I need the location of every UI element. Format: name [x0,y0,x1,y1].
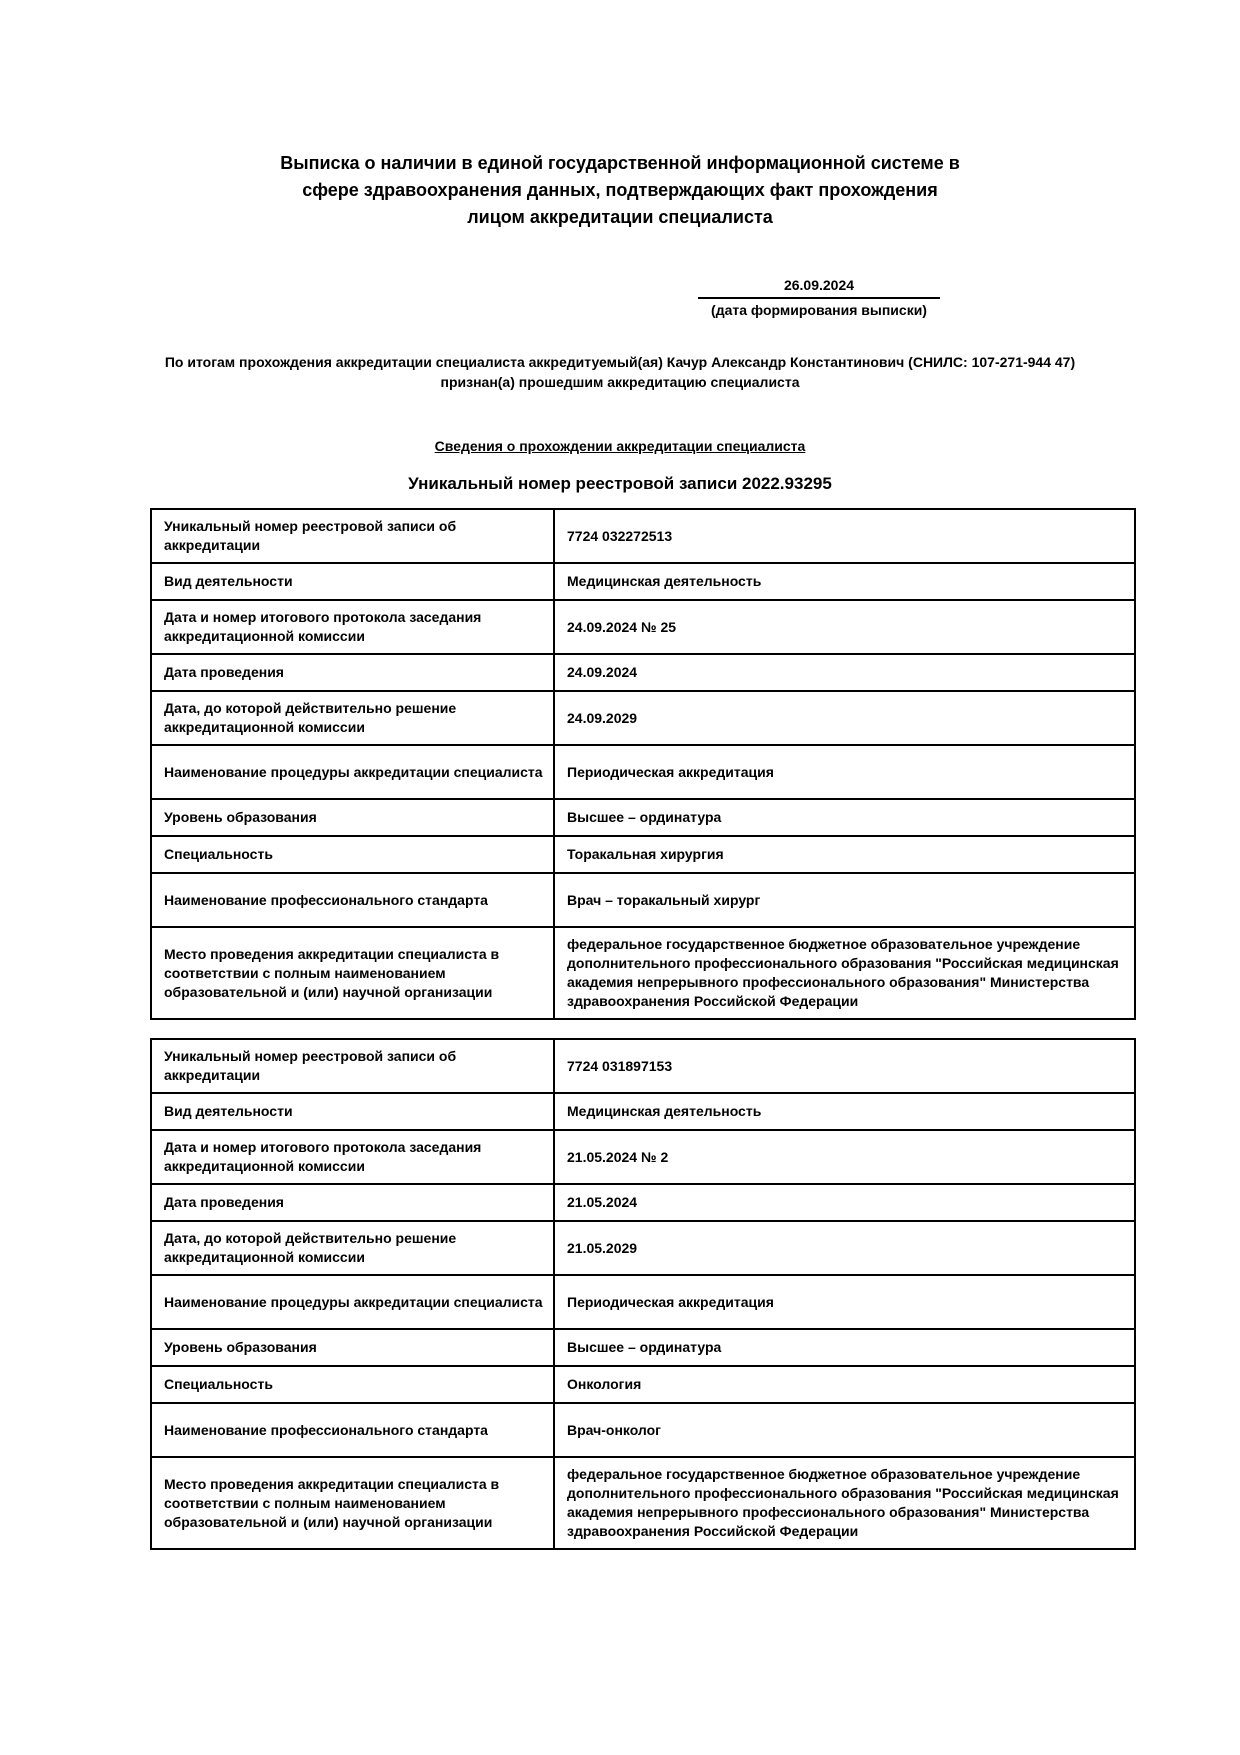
extract-date-caption: (дата формирования выписки) [711,302,927,318]
table-row [151,1275,1135,1329]
row-label: Наименование профессионального стандарта [151,1403,554,1457]
table-row [151,799,1135,836]
row-label: Дата и номер итогового протокола заседания аккредитационной комиссии [151,1130,554,1184]
extract-date-block [698,275,940,320]
table-row [151,691,1135,745]
table-row [151,873,1135,927]
row-value: 7724 031897153 [554,1039,1135,1093]
table-row [151,1457,1135,1549]
table-row [151,1366,1135,1403]
document-title: Выписка о наличии в единой государственной информационной системе в сфере здравоохранения данных, подтверждающих факт прохождения лицом аккредитации специалиста [280,153,960,227]
row-value: Медицинская деятельность [554,563,1135,600]
row-label: Место проведения аккредитации специалиста в соответствии с полным наименованием образовательной и (или) научной организации [151,927,554,1019]
row-value: Врач-онколог [554,1403,1135,1457]
table-row [151,927,1135,1019]
row-label: Дата проведения [151,654,554,691]
table-row [151,1403,1135,1457]
table-row [151,509,1135,563]
row-value: Торакальная хирургия [554,836,1135,873]
accreditation-table-1 [150,508,1136,1020]
row-value: 21.05.2029 [554,1221,1135,1275]
table-row [151,745,1135,799]
table-row [151,1039,1135,1093]
row-value: 21.05.2024 [554,1184,1135,1221]
row-value: федеральное государственное бюджетное образовательное учреждение дополнительного профессионального образования "Российская медицинская академия непрерывного профессионального образования" Министерства здравоохранения Российской Федерации [554,927,1135,1019]
row-label: Место проведения аккредитации специалиста в соответствии с полным наименованием образовательной и (или) научной организации [151,1457,554,1549]
row-label: Дата проведения [151,1184,554,1221]
row-label: Уровень образования [151,1329,554,1366]
row-value: Врач – торакальный хирург [554,873,1135,927]
row-value: 24.09.2029 [554,691,1135,745]
row-value: федеральное государственное бюджетное образовательное учреждение дополнительного профессионального образования "Российская медицинская академия непрерывного профессионального образования" Министерства здравоохранения Российской Федерации [554,1457,1135,1549]
row-label: Вид деятельности [151,1093,554,1130]
row-label: Специальность [151,1366,554,1403]
row-label: Наименование процедуры аккредитации специалиста [151,745,554,799]
row-label: Уровень образования [151,799,554,836]
row-value: Онкология [554,1366,1135,1403]
table-row [151,1221,1135,1275]
row-value: Медицинская деятельность [554,1093,1135,1130]
section-heading: Сведения о прохождении аккредитации специалиста [434,438,806,454]
table-row [151,1184,1135,1221]
row-label: Дата, до которой действительно решение аккредитационной комиссии [151,1221,554,1275]
table-row [151,836,1135,873]
row-label: Наименование профессионального стандарта [151,873,554,927]
row-value: 24.09.2024 [554,654,1135,691]
row-value: Высшее – ординатура [554,1329,1135,1366]
extract-date: 26.09.2024 [698,275,940,299]
table-row [151,563,1135,600]
table-row [151,600,1135,654]
row-value: Периодическая аккредитация [554,745,1135,799]
row-label: Вид деятельности [151,563,554,600]
row-label: Уникальный номер реестровой записи об аккредитации [151,1039,554,1093]
row-label: Дата и номер итогового протокола заседания аккредитационной комиссии [151,600,554,654]
row-label: Наименование процедуры аккредитации специалиста [151,1275,554,1329]
row-value: 21.05.2024 № 2 [554,1130,1135,1184]
table-row [151,1329,1135,1366]
row-label: Специальность [151,836,554,873]
row-value: 24.09.2024 № 25 [554,600,1135,654]
table-row [151,1093,1135,1130]
row-value: Высшее – ординатура [554,799,1135,836]
row-value: 7724 032272513 [554,509,1135,563]
row-value: Периодическая аккредитация [554,1275,1135,1329]
table-row [151,654,1135,691]
intro-paragraph: По итогам прохождения аккредитации специалиста аккредитуемый(ая) Качур Александр Константинович (СНИЛС: 107-271-944 47) признан(а) прошедшим аккредитацию специалиста [164,354,1076,390]
table-row [151,1130,1135,1184]
row-label: Дата, до которой действительно решение аккредитационной комиссии [151,691,554,745]
record-heading: Уникальный номер реестровой записи 2022.93295 [408,474,832,493]
accreditation-table-2 [150,1038,1136,1550]
row-label: Уникальный номер реестровой записи об аккредитации [151,509,554,563]
